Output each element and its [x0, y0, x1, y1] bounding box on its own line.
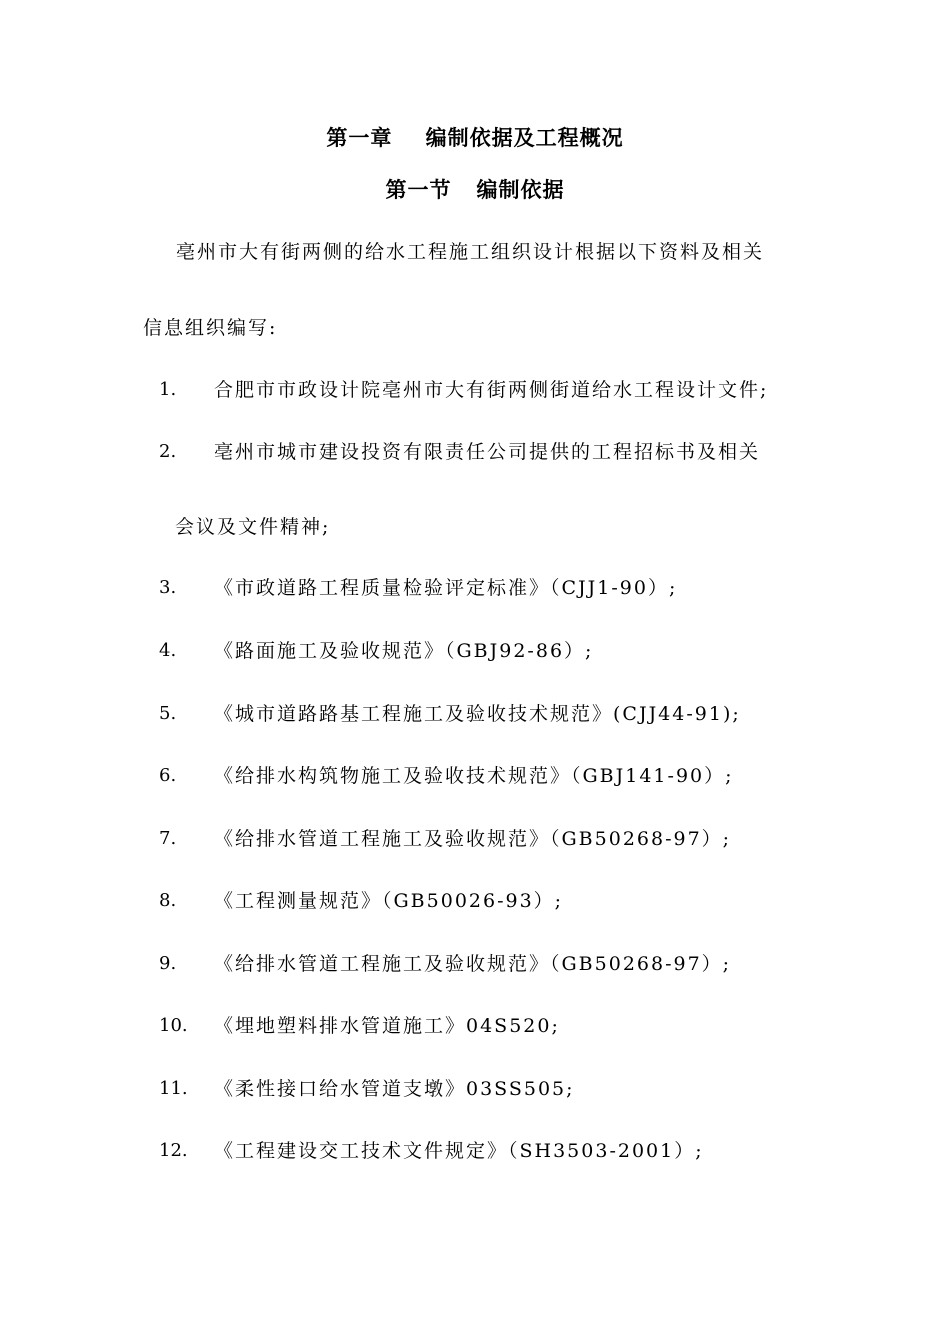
list-item-text: 《工程建设交工技术文件规定》（SH3503-2001）;: [214, 1140, 704, 1162]
list-item-number: 6.: [159, 765, 177, 786]
list-item-number: 7.: [159, 828, 177, 849]
list-item-number: 8.: [159, 890, 177, 911]
list-item-text: 《城市道路路基工程施工及验收技术规范》(CJJ44-91);: [214, 703, 741, 725]
list-item-number: 5.: [159, 703, 177, 724]
list-item-number: 12.: [159, 1140, 188, 1161]
list-item-text: 合肥市市政设计院亳州市大有街两侧街道给水工程设计文件;: [214, 379, 769, 401]
section-title: 第一节 编制依据: [385, 178, 565, 202]
list-item-text: 《柔性接口给水管道支墩》03SS505;: [214, 1078, 575, 1100]
list-item-text: 《市政道路工程质量检验评定标准》（CJJ1-90）;: [214, 577, 678, 599]
list-item-number: 10.: [159, 1015, 188, 1036]
list-item-number: 11.: [159, 1078, 188, 1099]
list-item-text: 《给排水构筑物施工及验收技术规范》（GBJ141-90）;: [214, 765, 734, 787]
list-item-continuation: 会议及文件精神;: [175, 516, 331, 538]
list-item-text: 《路面施工及验收规范》（GBJ92-86）;: [214, 640, 594, 662]
list-item-number: 4.: [159, 640, 177, 661]
list-item-text: 亳州市城市建设投资有限责任公司提供的工程招标书及相关: [214, 441, 761, 463]
list-item-number: 1.: [159, 379, 177, 400]
list-item-text: 《埋地塑料排水管道施工》04S520;: [214, 1015, 560, 1037]
list-item-number: 9.: [159, 953, 177, 974]
list-item-text: 《给排水管道工程施工及验收规范》（GB50268-97）;: [214, 953, 732, 975]
list-item-text: 《工程测量规范》（GB50026-93）;: [214, 890, 564, 912]
list-item-number: 2.: [159, 441, 177, 462]
chapter-title: 第一章 编制依据及工程概况: [326, 126, 624, 150]
list-item-text: 《给排水管道工程施工及验收规范》（GB50268-97）;: [214, 828, 732, 850]
intro-line-2: 信息组织编写:: [143, 317, 278, 339]
list-item-number: 3.: [159, 577, 177, 598]
intro-line-1: 亳州市大有街两侧的给水工程施工组织设计根据以下资料及相关: [176, 241, 765, 263]
